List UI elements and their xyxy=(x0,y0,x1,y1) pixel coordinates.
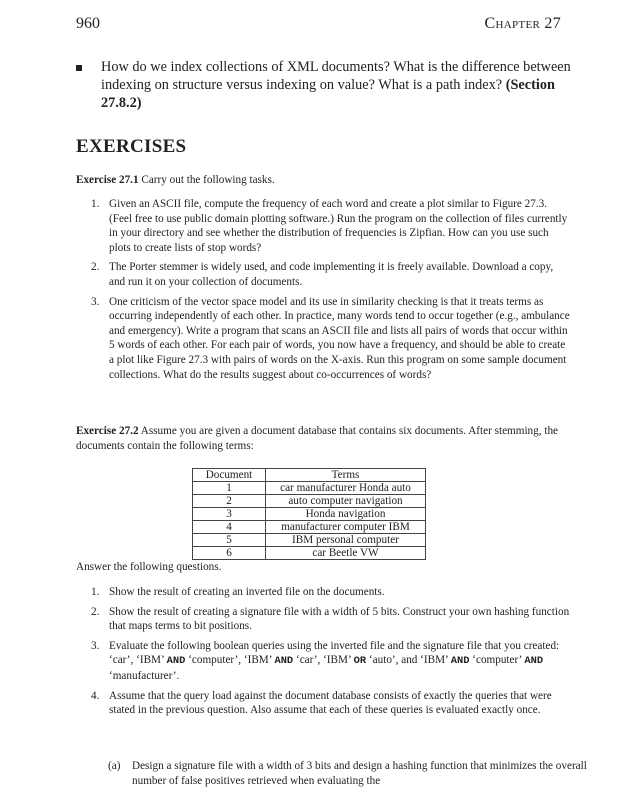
column-header-terms: Terms xyxy=(266,469,426,482)
list-item: 1. Given an ASCII file, compute the frequency of each word and create a plot similar to Figure 27.3. (Feel free to use public domain plotting software.) Run the program on the collection of files currently in your directory and see whether the distribution of frequencies is Zipfian. How can you use such plots to create lists of stop words? xyxy=(91,198,568,254)
table-row: 4 manufacturer computer IBM xyxy=(193,521,426,534)
exercise-2-intro: Exercise 27.2 Assume you are given a document database that contains six documents. After stemming, the documents contain the following terms: xyxy=(76,425,559,452)
page-number: 960 xyxy=(76,15,100,32)
list-item: 4. Assume that the query load against the document database consists of exactly the queries that were stated in the previous question. Also assume that each of these queries is evaluated exactly once. xyxy=(91,689,552,717)
boolean-operator: AND xyxy=(274,655,294,668)
exercise-1-intro: Exercise 27.1 Carry out the following tasks. xyxy=(76,174,275,186)
exercise-2-question-list xyxy=(85,585,570,723)
list-item: 2. Show the result of creating a signature file with a width of 5 bits. Construct your own hashing function that maps terms to bit positions. xyxy=(91,605,570,633)
chapter-header: Chapter 27 xyxy=(484,15,561,32)
exercise-label: Exercise 27.2 xyxy=(76,425,139,437)
document-terms-table xyxy=(192,468,426,560)
answer-intro: Answer the following questions. xyxy=(76,561,222,573)
boolean-operator: OR xyxy=(353,655,367,668)
section-reference: (Section 27.8.2) xyxy=(101,77,555,111)
table-row: 5 IBM personal computer xyxy=(193,534,426,547)
sub-question-a: (a) Design a signature file with a width of 3 bits and design a hashing function that minimizes the overall number of false positives retrieved when evaluating the xyxy=(108,760,587,787)
exercise-1-task-list xyxy=(85,197,570,387)
boolean-operator: AND xyxy=(450,655,470,668)
table-header-row xyxy=(193,469,426,482)
table-row: 6 car Beetle VW xyxy=(193,547,426,560)
list-item: 1. Show the result of creating an inverted file on the documents. xyxy=(91,586,385,598)
table-row: 3 Honda navigation xyxy=(193,508,426,521)
boolean-operator: AND xyxy=(524,655,544,668)
list-item: 3. Evaluate the following boolean queries using the inverted file and the signature file that you created: ‘car’, ‘IBM’ AND ‘computer’, ‘IBM’ AND ‘car’, ‘IBM’ OR ‘auto’, and ‘IBM’ AND ‘computer’ AND ‘manufacturer’. xyxy=(91,639,560,682)
review-bullet xyxy=(76,58,596,112)
bullet-text: How do we index collections of XML documents? What is the difference between indexing on structure versus indexing on value? What is a path index? (Section 27.8.2) xyxy=(101,59,571,111)
table-row: 2 auto computer navigation xyxy=(193,495,426,508)
bullet-square-icon xyxy=(76,65,82,71)
exercise-label: Exercise 27.1 xyxy=(76,174,139,186)
exercises-heading: EXERCISES xyxy=(76,136,187,157)
boolean-operator: AND xyxy=(166,655,186,668)
column-header-document: Document xyxy=(193,469,266,482)
list-item: 3. One criticism of the vector space model and its use in similarity checking is that it treats terms as occurring independently of each other. In practice, many words tend to occur together (e.g., ambulance and emergency). Write a program that scans an ASCII file and lists all pairs of words that occur within 5 words of each other. For each pair of words, you now have a frequency, and should be able to create a plot like Figure 27.3 with pairs of words on the X-axis. Run this program on some sample document collections. What do the results suggest about co-occurrences of words? xyxy=(91,295,570,381)
table-row: 1 car manufacturer Honda auto xyxy=(193,482,426,495)
list-item: 2. The Porter stemmer is widely used, and code implementing it is freely available. Download a copy, and run it on your collection of documents. xyxy=(91,261,554,288)
